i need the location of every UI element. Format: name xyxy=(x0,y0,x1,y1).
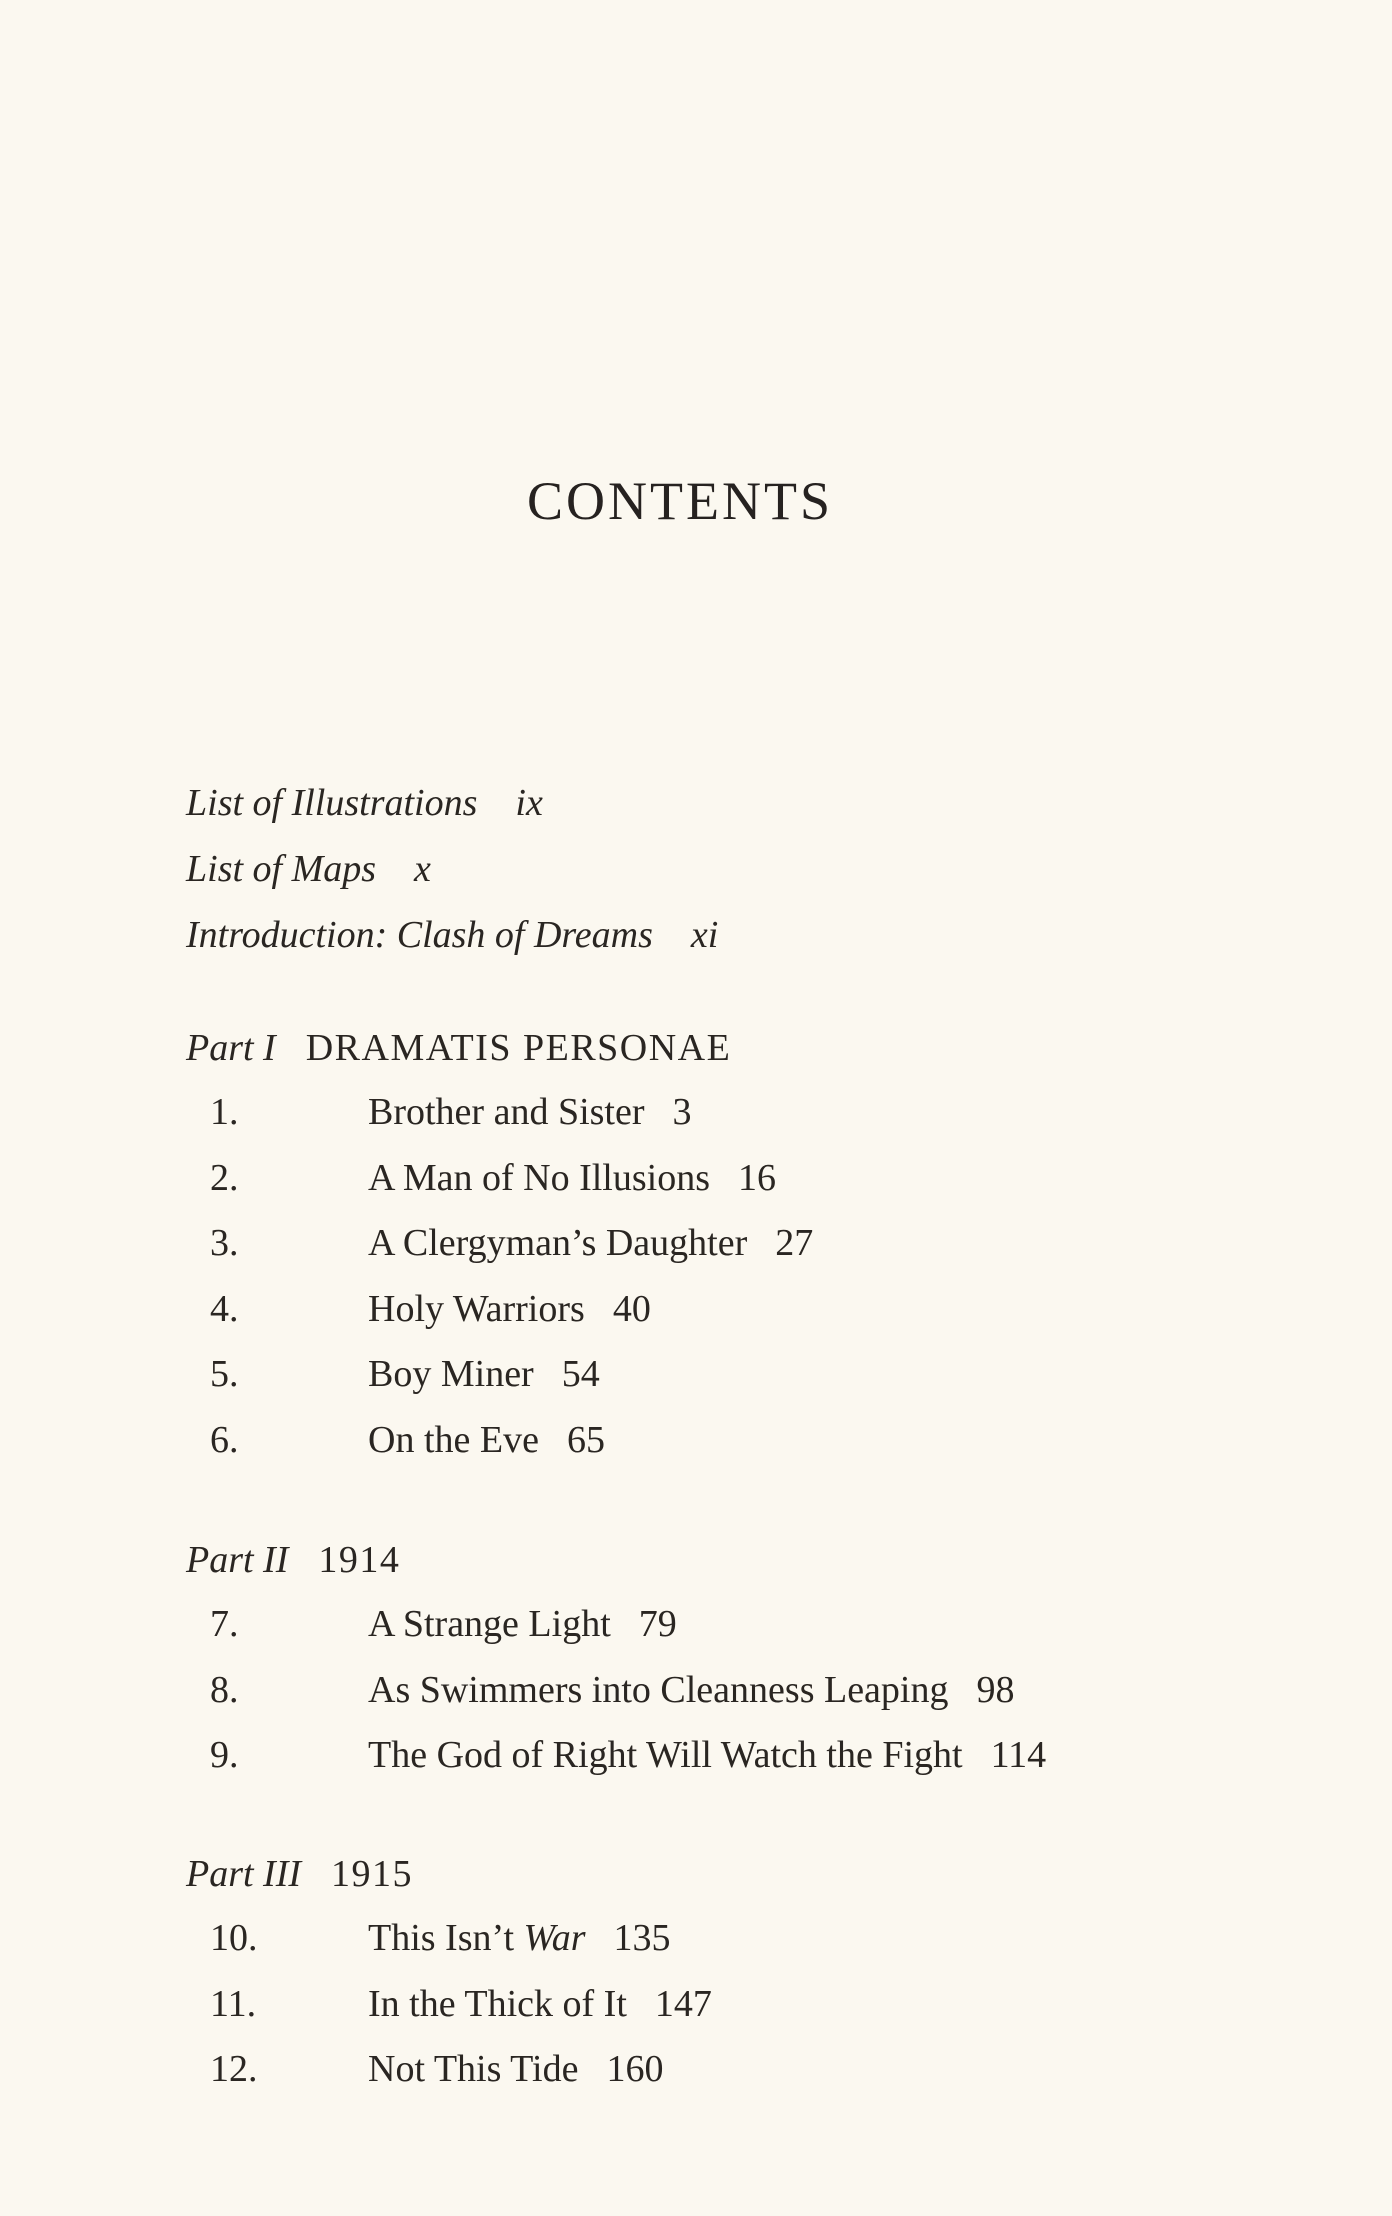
part-title: 1914 xyxy=(318,1539,401,1581)
part-label: Part II xyxy=(186,1539,289,1581)
chapter-entry xyxy=(186,2037,664,2103)
page-title: CONTENTS xyxy=(527,471,833,531)
chapter-title: Holy Warriors xyxy=(368,1287,585,1330)
part-title: 1915 xyxy=(331,1853,414,1895)
chapter-number: 1. xyxy=(210,1091,239,1133)
chapter-title: Boy Miner xyxy=(368,1353,534,1395)
part-label: Part III xyxy=(186,1853,302,1895)
chapter-number: 11. xyxy=(210,1982,257,2025)
part-heading xyxy=(186,1016,731,1080)
part-heading xyxy=(186,1528,400,1592)
front-matter-title: Introduction: Clash of Dreams xyxy=(186,914,653,956)
chapter-entry xyxy=(186,1342,731,1408)
chapter-page: 54 xyxy=(561,1353,600,1395)
chapter-entry xyxy=(186,1146,776,1212)
chapter-page: 40 xyxy=(612,1287,651,1330)
chapter-title: On the Eve xyxy=(368,1418,539,1461)
chapter-entry xyxy=(186,1723,1047,1789)
front-matter-title: List of Maps xyxy=(186,848,377,890)
chapter-title: In the Thick of It xyxy=(368,1982,627,2025)
chapter-title: A Strange Light xyxy=(368,1603,611,1645)
chapter-number: 2. xyxy=(210,1156,239,1199)
chapter-entry xyxy=(186,1211,814,1277)
part-section xyxy=(186,1528,1047,1789)
front-matter-item xyxy=(186,836,718,902)
chapter-number: 8. xyxy=(210,1668,239,1711)
front-matter-list xyxy=(186,770,718,968)
front-matter-page: xi xyxy=(690,914,719,956)
chapter-entry xyxy=(186,1592,677,1658)
chapter-page: 147 xyxy=(654,1982,712,2025)
chapter-entry xyxy=(186,1408,731,1474)
part-section xyxy=(186,1016,814,1473)
chapter-number: 6. xyxy=(210,1418,239,1461)
chapter-number: 3. xyxy=(210,1222,239,1264)
chapter-page: 160 xyxy=(606,2048,664,2090)
front-matter-item xyxy=(186,902,718,968)
chapter-number: 12. xyxy=(210,2048,258,2090)
chapter-page: 16 xyxy=(738,1156,776,1199)
chapter-title: As Swimmers into Cleanness Leaping xyxy=(368,1668,949,1711)
chapter-entry xyxy=(186,1658,1015,1724)
chapter-title: Not This Tide xyxy=(368,2048,579,2090)
part-title: DRAMATIS PERSONAE xyxy=(305,1027,732,1069)
chapter-page: 79 xyxy=(638,1603,677,1645)
chapter-page: 3 xyxy=(672,1091,692,1133)
chapter-title-italic: War xyxy=(523,1917,586,1959)
chapter-entry xyxy=(186,1277,731,1343)
chapter-entry xyxy=(186,1972,712,2038)
front-matter-title: List of Illustrations xyxy=(186,782,478,824)
chapter-page: 114 xyxy=(990,1734,1047,1776)
chapter-page: 135 xyxy=(613,1917,671,1959)
part-label: Part I xyxy=(186,1027,276,1069)
chapter-entry xyxy=(186,1080,731,1146)
chapter-title: A Man of No Illusions xyxy=(368,1156,710,1199)
chapter-page: 27 xyxy=(775,1222,814,1264)
front-matter-item xyxy=(186,770,718,836)
chapter-title: The God of Right Will Watch the Fight xyxy=(368,1734,963,1776)
chapter-number: 7. xyxy=(210,1603,239,1645)
front-matter-page: x xyxy=(414,848,431,890)
chapter-title-prefix: This Isn’t xyxy=(368,1917,524,1959)
chapter-number: 5. xyxy=(210,1353,239,1395)
chapter-entry xyxy=(186,1906,671,1972)
chapter-number: 9. xyxy=(210,1734,239,1776)
chapter-page: 98 xyxy=(976,1668,1015,1711)
chapter-number: 4. xyxy=(210,1287,239,1330)
chapter-number: 10. xyxy=(210,1917,258,1959)
part-heading xyxy=(186,1842,413,1906)
part-section xyxy=(186,1842,712,2103)
chapter-title: A Clergyman’s Daughter xyxy=(368,1222,748,1264)
chapter-title: Brother and Sister xyxy=(368,1091,645,1133)
chapter-page: 65 xyxy=(566,1418,605,1461)
front-matter-page: ix xyxy=(515,782,543,824)
